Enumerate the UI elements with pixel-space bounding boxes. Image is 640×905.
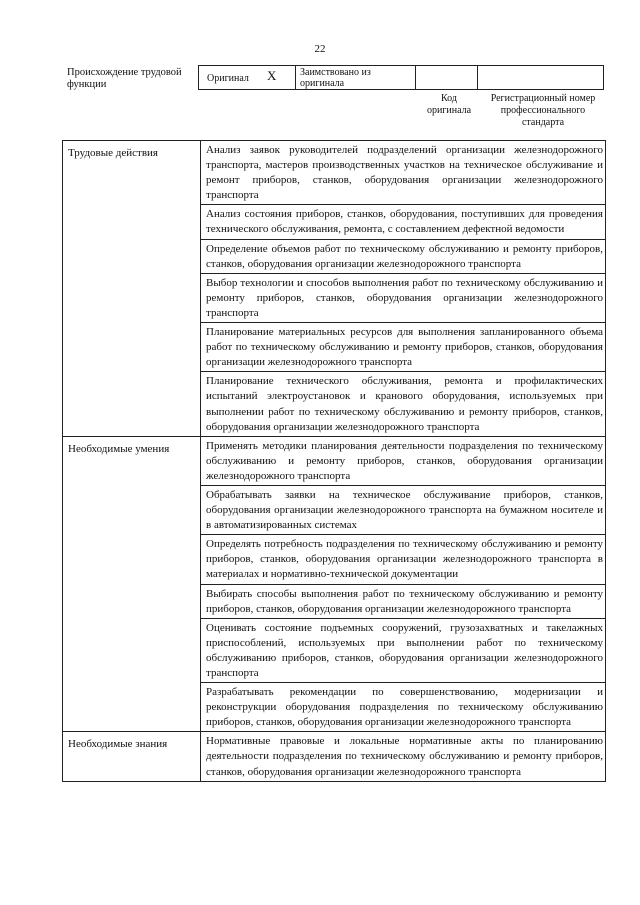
origin-label: Происхождение трудовой функции xyxy=(67,67,182,90)
original-mark: X xyxy=(267,68,277,83)
section-labor-actions xyxy=(63,141,605,436)
table-cell: Разрабатывать рекомендации по совершенствованию, модернизации и реконструкции оборудования подразделения по техническому обслуживанию приборов, станков, оборудования организации железнодорожного транспорта xyxy=(201,682,605,731)
original-cell xyxy=(199,66,296,89)
table-cell: Определять потребность подразделения по техническому обслуживанию и ремонту приборов, станков, оборудования организации железнодорожного транспорта в материалах и нормативно-технической документации xyxy=(201,534,605,583)
code-caption: Код оригинала xyxy=(426,93,472,116)
section-required-knowledge xyxy=(63,731,605,780)
section-required-skills xyxy=(63,436,605,732)
borrowed-cell: Заимствовано из оригинала xyxy=(296,66,416,89)
section-items xyxy=(201,732,605,780)
table-cell: Планирование материальных ресурсов для выполнения запланированного объема работ по техническому обслуживанию и ремонту приборов, станков, оборудования организации железнодорожного транспорта xyxy=(201,322,605,371)
original-label: Оригинал xyxy=(207,73,249,84)
table-cell: Обрабатывать заявки на техническое обслуживание приборов, станков, оборудования организации железнодорожного транспорта на бумажном носителе и в автоматизированных системах xyxy=(201,485,605,534)
origin-table xyxy=(198,65,604,90)
code-cell xyxy=(416,66,478,89)
table-cell: Определение объемов работ по техническому обслуживанию и ремонту приборов, станков, оборудования организации железнодорожного транспорта xyxy=(201,239,605,273)
reg-number-caption: Регистрационный номер профессионального стандарта xyxy=(490,93,596,128)
table-cell: Нормативные правовые и локальные нормативные акты по планированию деятельности подразделения по техническому обслуживанию и ремонту приборов, станков, оборудования организации железнодорожного транспорта xyxy=(206,735,603,778)
section-label: Необходимые умения xyxy=(63,437,201,732)
section-label: Необходимые знания xyxy=(63,732,201,780)
table-cell: Оценивать состояние подъемных сооружений, грузозахватных и такелажных приспособлений, используемых при выполнении работ по техническому обслуживанию приборов, станков, оборудования организации железнодорожного транспорта xyxy=(201,618,605,682)
table-cell: Анализ заявок руководителей подразделений организации железнодорожного транспорта, мастеров производственных участков на техническое обслуживание и ремонт приборов, станков, оборудования организации железнодорожного транспорта xyxy=(206,144,603,202)
labor-function-table xyxy=(62,140,606,782)
table-cell: Планирование технического обслуживания, ремонта и профилактических испытаний электроустановок и кранового оборудования, используемых при выполнении работ по техническому обслуживанию и ремонту приборов, станков, оборудования организации железнодорожного транспорта xyxy=(201,371,605,435)
section-items xyxy=(201,141,605,436)
section-items xyxy=(201,437,605,732)
table-cell: Анализ состояния приборов, станков, оборудования, поступивших для проведения технического обслуживания, ремонта, с составлением дефектной ведомости xyxy=(201,204,605,238)
page-number: 22 xyxy=(314,43,326,55)
table-cell: Выбор технологии и способов выполнения работ по техническому обслуживанию и ремонту приборов, станков, оборудования организации железнодорожного транспорта xyxy=(201,273,605,322)
table-cell: Применять методики планирования деятельности подразделения по техническому обслуживанию и ремонту приборов, станков, оборудования организации железнодорожного транспорта xyxy=(206,439,603,482)
reg-number-cell xyxy=(478,66,603,89)
section-label: Трудовые действия xyxy=(63,141,201,436)
table-cell: Выбирать способы выполнения работ по техническому обслуживанию и ремонту приборов, станков, оборудования организации железнодорожного транспорта xyxy=(201,584,605,618)
